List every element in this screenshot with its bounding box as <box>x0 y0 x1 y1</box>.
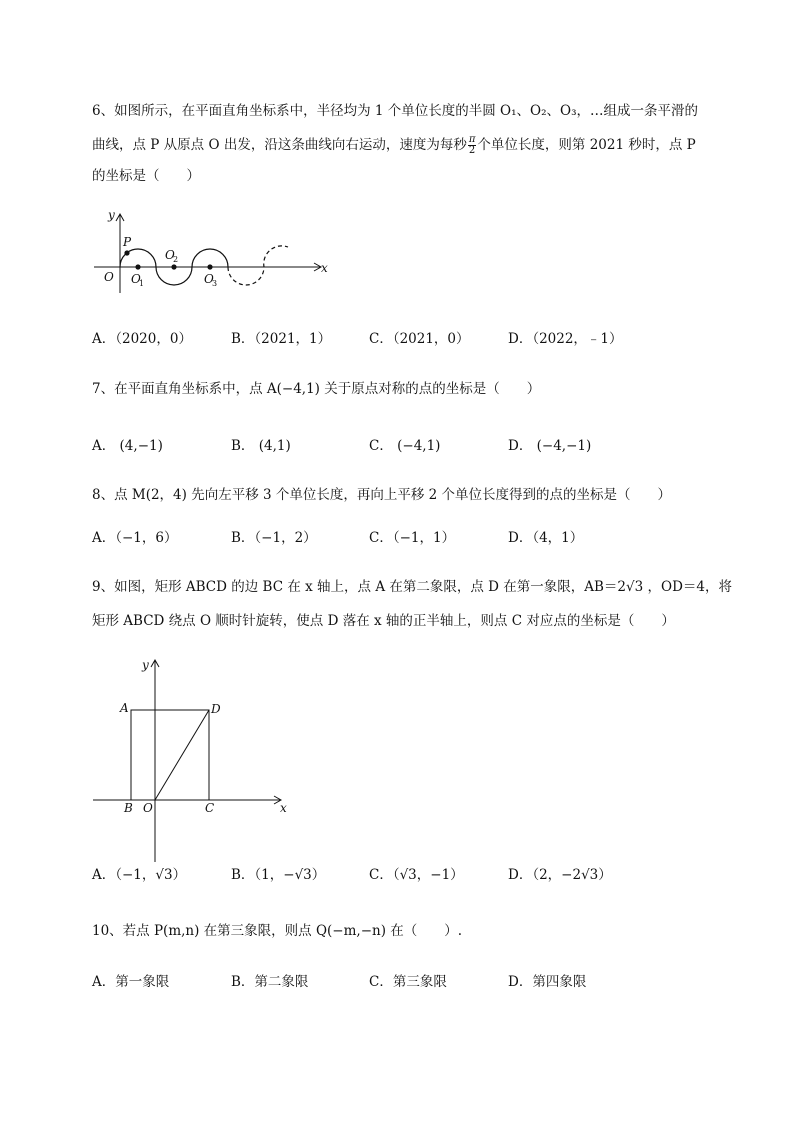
point-O1-dot <box>135 264 140 269</box>
q6-stem-line1: 6、如图所示，在平面直角坐标系中，半径均为 1 个单位长度的半圆 O₁、O₂、O₃，…组成一条平滑的 <box>92 103 698 119</box>
q8-option-d[interactable]: D．（4，1） <box>508 530 584 546</box>
label-x: x <box>321 261 328 275</box>
q10-stem: 10、若点 P(m,n) 在第三象限，则点 Q(−m,−n) 在（ ）. <box>92 923 463 939</box>
q6-option-b[interactable]: B．（2021，1） <box>231 331 332 347</box>
q9-option-d[interactable]: D．（2，−2√3） <box>508 867 612 883</box>
q6-option-d[interactable]: D．（2022，﹣1） <box>508 331 623 347</box>
q9-stem-line1: 9、如图，矩形 ABCD 的边 BC 在 x 轴上，点 A 在第二象限，点 D 在第一象限，AB＝2√3 ，OD＝4，将 <box>92 579 732 595</box>
label-O2-sub: 2 <box>173 255 179 264</box>
q8-option-b[interactable]: B．（−1，2） <box>231 530 317 546</box>
point-P-dot <box>124 250 129 255</box>
q8-stem: 8、点 M(2，4) 先向左平移 3 个单位长度，再向上平移 2 个单位长度得到的点的坐标是（ ） <box>92 487 672 503</box>
q6-stem-line2 <box>92 135 696 156</box>
q9-option-b[interactable]: B．（1，−√3） <box>231 867 326 883</box>
rectangle-ABCD <box>131 710 209 800</box>
q7-stem: 7、在平面直角坐标系中，点 A(−4,1) 关于原点对称的点的坐标是（ ） <box>92 381 541 397</box>
q6-stem-line2-b: 个单位长度，则第 2021 秒时，点 P <box>477 137 696 153</box>
fraction-numerator: π <box>468 134 476 145</box>
q9-option-a[interactable]: A．（−1，√3） <box>92 867 187 883</box>
label-y: y <box>108 208 115 222</box>
q10-option-c[interactable]: C．第三象限 <box>369 974 447 990</box>
q6-figure-semicircle-curve <box>88 205 338 295</box>
q10-option-a[interactable]: A．第一象限 <box>92 974 170 990</box>
segment-OD <box>155 710 209 800</box>
fraction-denominator: 2 <box>468 145 476 156</box>
label-C: C <box>205 801 215 815</box>
label-O: O <box>104 270 114 284</box>
q7-option-d[interactable]: D． (−4,−1) <box>508 438 592 454</box>
label-O2: O <box>165 248 175 262</box>
q6-stem-line3: 的坐标是（ ） <box>92 168 200 184</box>
q6-option-c[interactable]: C．（2021，0） <box>369 331 470 347</box>
label-D: D <box>211 702 221 716</box>
q10-option-d[interactable]: D．第四象限 <box>508 974 587 990</box>
q9-stem-line2: 矩形 ABCD 绕点 O 顺时针旋转，使点 D 落在 x 轴的正半轴上，则点 C 对应点的坐标是（ ） <box>92 613 675 629</box>
q7-option-b[interactable]: B． (4,1) <box>231 438 291 454</box>
q10-option-b[interactable]: B．第二象限 <box>231 974 309 990</box>
point-O2-dot <box>171 264 176 269</box>
label-O3-sub: 3 <box>212 279 218 288</box>
label-A: A <box>120 701 129 715</box>
q7-option-c[interactable]: C． (−4,1) <box>369 438 441 454</box>
q6-stem-line2-a: 曲线，点 P 从原点 O 出发，沿这条曲线向右运动，速度为每秒 <box>92 137 467 153</box>
label-x: x <box>280 801 287 815</box>
label-y: y <box>142 658 149 672</box>
label-B: B <box>124 801 133 815</box>
q7-option-a[interactable]: A． (4,−1) <box>92 438 163 454</box>
dashed-curve-continuation <box>228 246 288 285</box>
label-O: O <box>143 801 153 815</box>
q8-option-c[interactable]: C．（−1，1） <box>369 530 456 546</box>
q9-option-c[interactable]: C．（√3，−1） <box>369 867 464 883</box>
label-O3: O <box>204 272 214 286</box>
speed-fraction <box>468 135 477 156</box>
label-O1-sub: 1 <box>139 279 145 288</box>
point-O3-dot <box>207 264 212 269</box>
label-O1: O <box>131 272 141 286</box>
q6-option-a[interactable]: A．（2020，0） <box>92 331 192 347</box>
label-P: P <box>123 235 132 249</box>
q9-figure-rectangle <box>88 652 298 867</box>
q8-option-a[interactable]: A．（−1，6） <box>92 530 178 546</box>
